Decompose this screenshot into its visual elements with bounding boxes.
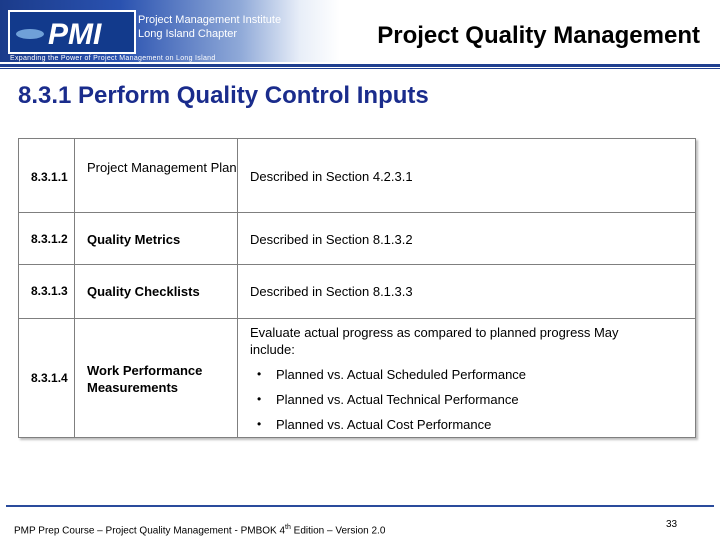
table-row [19, 213, 695, 265]
bullet-icon: • [257, 417, 262, 431]
slide-heading: 8.3.1 Perform Quality Control Inputs [18, 82, 429, 109]
footer-text-end: Edition – Version 2.0 [290, 525, 386, 537]
logo-graphic [10, 12, 134, 52]
slide-header [0, 0, 720, 70]
header-rule [0, 64, 720, 67]
bullet-icon: • [257, 392, 262, 406]
bullet-text: Planned vs. Actual Technical Performance [276, 392, 519, 407]
row-name: Work Performance Measurements [87, 363, 203, 395]
page-number: 33 [666, 519, 678, 530]
row-number: 8.3.1.1 [31, 170, 68, 184]
row-name: Project Management Plan [87, 160, 237, 175]
row-name: Quality Checklists [87, 284, 200, 299]
row-description-block [250, 324, 680, 433]
list-item [250, 366, 680, 383]
footer-rule [6, 505, 714, 507]
row-description: Described in Section 8.1.3.2 [250, 232, 413, 247]
pmi-logo [8, 6, 282, 64]
table-row [19, 319, 695, 437]
footer-text [14, 524, 385, 536]
row-number: 8.3.1.3 [31, 284, 68, 298]
bullet-text: Planned vs. Actual Scheduled Performance [276, 367, 527, 382]
header-rule-thin [0, 68, 720, 69]
bullet-icon: • [257, 367, 262, 381]
logo-tagline: Expanding the Power of Project Management on Long Island [10, 55, 216, 62]
row-number: 8.3.1.2 [31, 232, 68, 246]
row-description: Described in Section 4.2.3.1 [250, 169, 413, 184]
logo-org-line2: Long Island Chapter [138, 28, 238, 40]
bullet-text: Planned vs. Actual Cost Performance [276, 417, 492, 432]
header-title: Project Quality Management [377, 22, 700, 49]
row-description: Described in Section 8.1.3.3 [250, 284, 413, 299]
footer-text-main: PMP Prep Course – Project Quality Management - PMBOK 4 [14, 525, 286, 537]
logo-acronym: PMI [48, 18, 102, 51]
inputs-table [18, 138, 696, 438]
logo-mark [8, 10, 136, 54]
logo-org-line1: Project Management Institute [138, 14, 282, 26]
table-row [19, 265, 695, 319]
row-name: Quality Metrics [87, 232, 181, 247]
footer-superscript: th [285, 524, 291, 531]
row-number: 8.3.1.4 [31, 371, 68, 385]
list-item [250, 391, 680, 408]
row-description: Evaluate actual progress as compared to planned progress May include: [250, 325, 619, 357]
list-item [250, 416, 680, 433]
table-row [19, 139, 695, 213]
bullet-list [250, 366, 680, 433]
